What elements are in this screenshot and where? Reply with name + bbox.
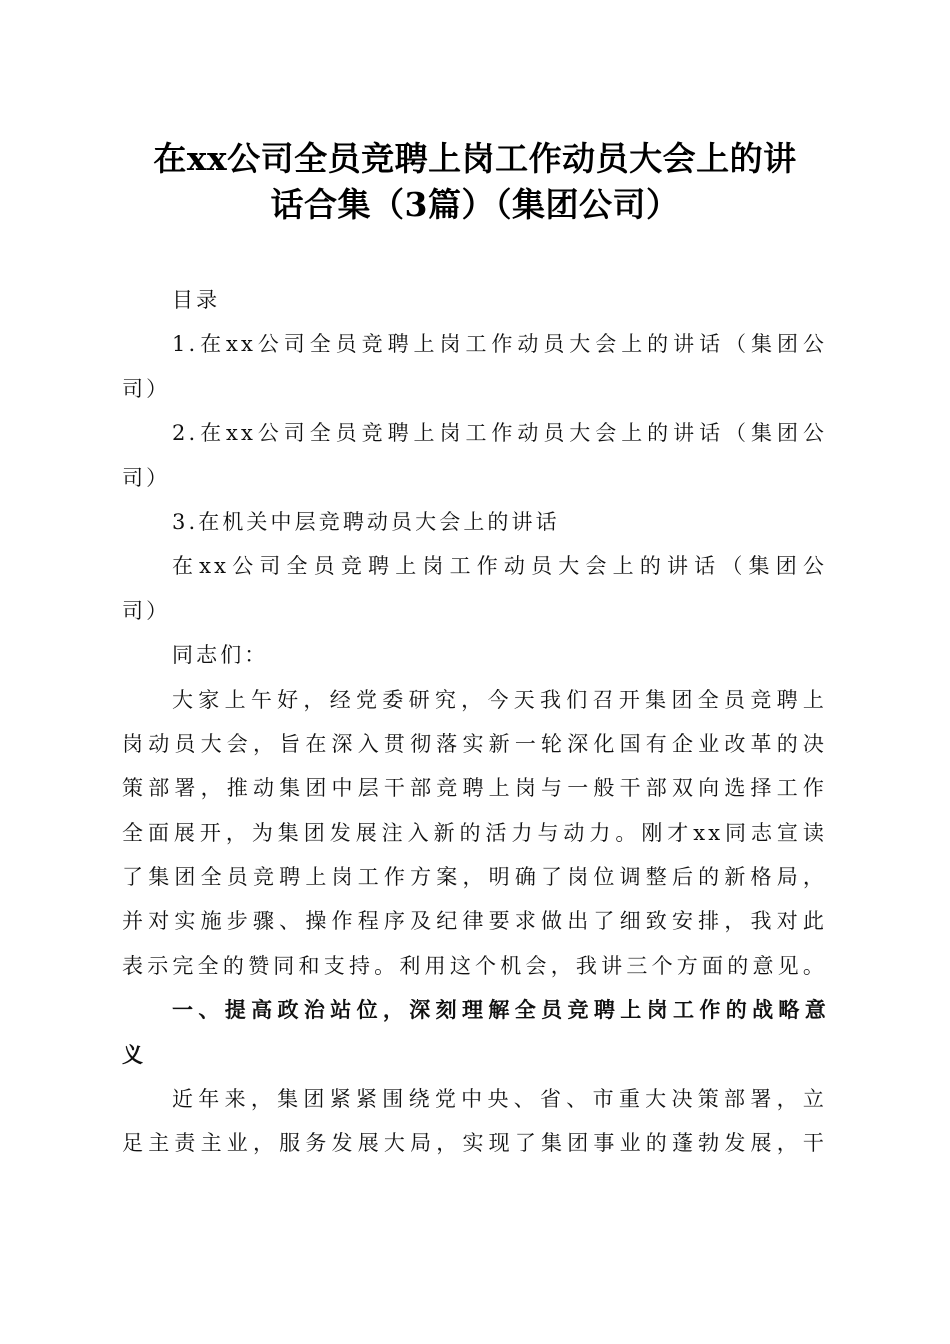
- section-heading-1: 一、提高政治站位，深刻理解全员竞聘上岗工作的战略意: [172, 998, 827, 1023]
- document-body: [122, 278, 827, 1166]
- toc-heading: 目录: [172, 288, 221, 312]
- paragraph-line: 大家上午好，经党委研究，今天我们召开集团全员竞聘上: [172, 687, 827, 712]
- paragraph-line: 策部署，推动集团中层干部竞聘上岗与一般干部双向选择工作: [122, 776, 827, 801]
- toc-item-3: 3.在机关中层竞聘动员大会上的讲话: [172, 509, 560, 534]
- paragraph-line: 近年来，集团紧紧围绕党中央、省、市重大决策部署，立: [172, 1087, 827, 1112]
- paragraph-line: 全面展开，为集团发展注入新的活力与动力。刚才xx同志宣读: [122, 820, 827, 845]
- document-title: [110, 136, 840, 228]
- toc-item-1-cont: 司）: [122, 376, 171, 401]
- paragraph-line: 表示完全的赞同和支持。利用这个机会，我讲三个方面的意见。: [122, 953, 827, 978]
- speech-title: 在xx公司全员竞聘上岗工作动员大会上的讲话（集团公: [172, 554, 827, 579]
- speech-title-cont: 司）: [122, 598, 171, 623]
- paragraph-line: 了集团全员竞聘上岗工作方案，明确了岗位调整后的新格局，: [122, 865, 827, 890]
- title-line-2: 话合集（3篇）（集团公司）: [270, 185, 680, 224]
- paragraph-line: 足主责主业，服务发展大局，实现了集团事业的蓬勃发展，干: [122, 1131, 827, 1156]
- greeting: 同志们：: [172, 643, 269, 668]
- section-heading-1-cont: 义: [122, 1042, 145, 1067]
- toc-item-2-cont: 司）: [122, 465, 171, 490]
- toc-item-1: 1.在xx公司全员竞聘上岗工作动员大会上的讲话（集团公: [172, 332, 827, 357]
- toc-item-2: 2.在xx公司全员竞聘上岗工作动员大会上的讲话（集团公: [172, 421, 827, 446]
- paragraph-line: 并对实施步骤、操作程序及纪律要求做出了细致安排，我对此: [122, 909, 827, 934]
- paragraph-line: 岗动员大会，旨在深入贯彻落实新一轮深化国有企业改革的决: [122, 731, 827, 756]
- title-line-1: 在xx公司全员竞聘上岗工作动员大会上的讲: [153, 139, 797, 178]
